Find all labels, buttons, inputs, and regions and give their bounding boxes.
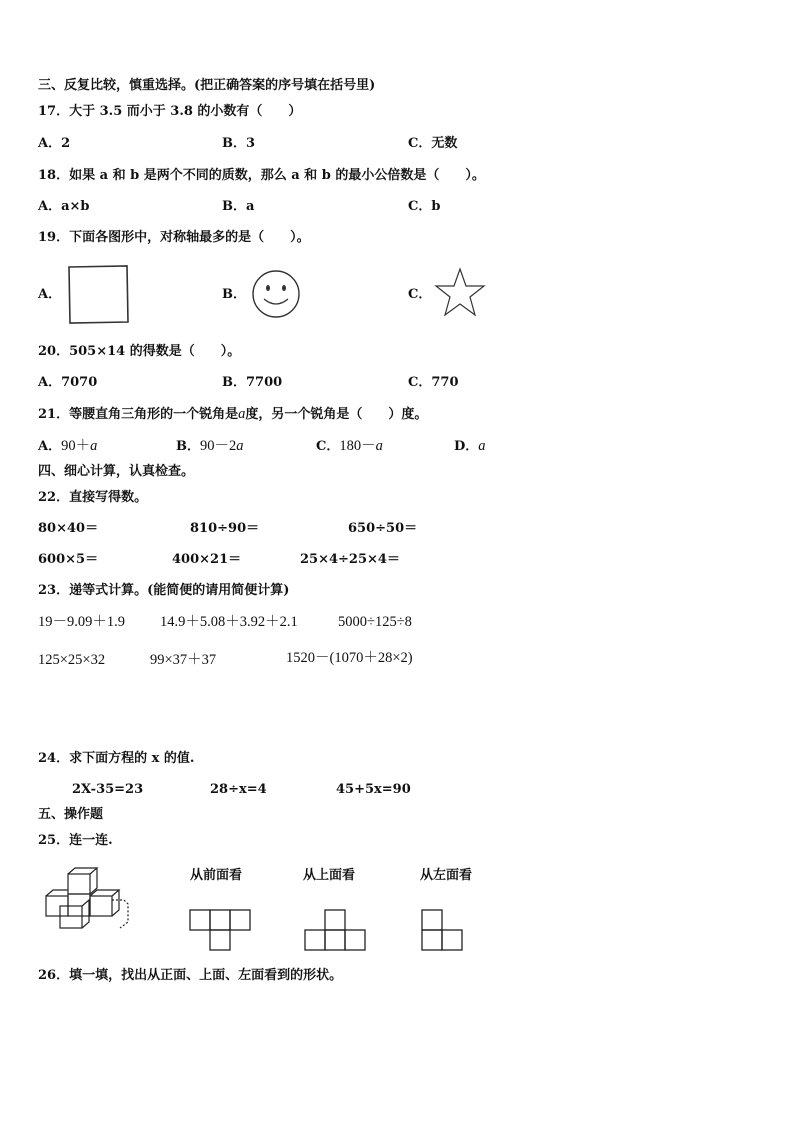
q21-option-c bbox=[316, 438, 383, 455]
q20-option-c: C．770 bbox=[408, 375, 459, 390]
q23-item-3: 5000÷125÷8 bbox=[338, 614, 412, 630]
q21-option-a-value: 90＋ bbox=[61, 438, 91, 454]
left-view-shape bbox=[420, 908, 466, 954]
q22-item-4: 600×5＝ bbox=[38, 552, 99, 567]
view-front-label: 从前面看 bbox=[190, 868, 243, 883]
q21-option-b-var: a bbox=[236, 438, 244, 454]
question-18-stem: 18．如果 a 和 b 是两个不同的质数，那么 a 和 b 的最小公倍数是（ ）。 bbox=[38, 168, 485, 183]
view-left-label: 从左面看 bbox=[420, 868, 473, 883]
q24-item-2: 28÷x=4 bbox=[210, 782, 267, 797]
cube-stack-figure bbox=[42, 864, 142, 934]
q21-option-a bbox=[38, 438, 97, 455]
q18-option-a: A．a×b bbox=[38, 199, 90, 214]
q23-item-4: 125×25×32 bbox=[38, 652, 106, 668]
front-view-shape bbox=[188, 908, 252, 954]
q22-item-6: 25×4÷25×4＝ bbox=[300, 552, 400, 567]
q21-option-b bbox=[176, 438, 244, 455]
q21-option-c-value: 180－ bbox=[339, 438, 376, 454]
q21-option-d bbox=[454, 438, 486, 455]
section-5-title: 五、操作题 bbox=[38, 807, 104, 822]
question-24-stem: 24．求下面方程的 x 的值. bbox=[38, 751, 195, 766]
q17-option-b: B．3 bbox=[222, 136, 256, 151]
question-20-stem: 20．505×14 的得数是（ ）。 bbox=[38, 344, 241, 359]
top-view-shape bbox=[303, 908, 367, 954]
q23-item-6: 1520－(1070＋28×2) bbox=[286, 650, 413, 666]
q18-option-c: C．b bbox=[408, 199, 441, 214]
star-figure bbox=[434, 267, 486, 319]
view-top-label: 从上面看 bbox=[303, 868, 356, 883]
question-22-stem: 22．直接写得数。 bbox=[38, 490, 148, 505]
question-26-stem: 26．填一填，找出从正面、上面、左面看到的形状。 bbox=[38, 968, 343, 983]
q22-item-1: 80×40＝ bbox=[38, 521, 99, 536]
q21-stem-post: 度，另一个锐角是（ ）度。 bbox=[245, 407, 428, 422]
question-23-stem: 23．递等式计算。(能简便的请用简便计算) bbox=[38, 583, 290, 598]
q21-stem-var: a bbox=[238, 406, 246, 422]
question-17-stem: 17．大于 3.5 而小于 3.8 的小数有（ ） bbox=[38, 104, 302, 119]
q21-option-b-value: 90－2 bbox=[200, 438, 237, 454]
smiley-face-figure bbox=[250, 269, 302, 319]
q21-stem-pre: 21．等腰直角三角形的一个锐角是 bbox=[38, 407, 239, 422]
q24-item-3: 45+5x=90 bbox=[336, 782, 411, 797]
question-21-stem bbox=[38, 406, 427, 423]
q21-option-c-label: C． bbox=[316, 439, 340, 454]
section-4-title: 四、细心计算，认真检查。 bbox=[38, 464, 195, 479]
square-figure bbox=[66, 264, 130, 324]
question-19-stem: 19．下面各图形中，对称轴最多的是（ ）。 bbox=[38, 230, 310, 245]
q19-option-a: A． bbox=[38, 287, 62, 302]
q24-item-1: 2X-35=23 bbox=[72, 782, 144, 797]
q19-option-b: B． bbox=[222, 287, 246, 302]
q23-item-2: 14.9＋5.08＋3.92＋2.1 bbox=[160, 614, 298, 630]
section-3-title: 三、反复比较，慎重选择。(把正确答案的序号填在括号里) bbox=[38, 78, 376, 93]
q22-item-5: 400×21＝ bbox=[172, 552, 242, 567]
q21-option-b-label: B． bbox=[176, 439, 200, 454]
q20-option-a: A．7070 bbox=[38, 375, 98, 390]
q20-option-b: B．7700 bbox=[222, 375, 283, 390]
q22-item-2: 810÷90＝ bbox=[190, 521, 260, 536]
q23-item-1: 19－9.09＋1.9 bbox=[38, 614, 125, 630]
q21-option-a-label: A． bbox=[38, 439, 62, 454]
q22-item-3: 650÷50＝ bbox=[348, 521, 418, 536]
q23-item-5: 99×37＋37 bbox=[150, 652, 217, 668]
q18-option-b: B．a bbox=[222, 199, 255, 214]
q21-option-c-var: a bbox=[375, 438, 383, 454]
q17-option-a: A．2 bbox=[38, 136, 71, 151]
q21-option-a-var: a bbox=[90, 438, 98, 454]
q21-option-d-label: D． bbox=[454, 439, 479, 454]
q21-option-d-var: a bbox=[478, 438, 486, 454]
q17-option-c: C．无数 bbox=[408, 136, 458, 151]
q19-option-c: C． bbox=[408, 287, 432, 302]
question-25-stem: 25．连一连. bbox=[38, 833, 113, 848]
